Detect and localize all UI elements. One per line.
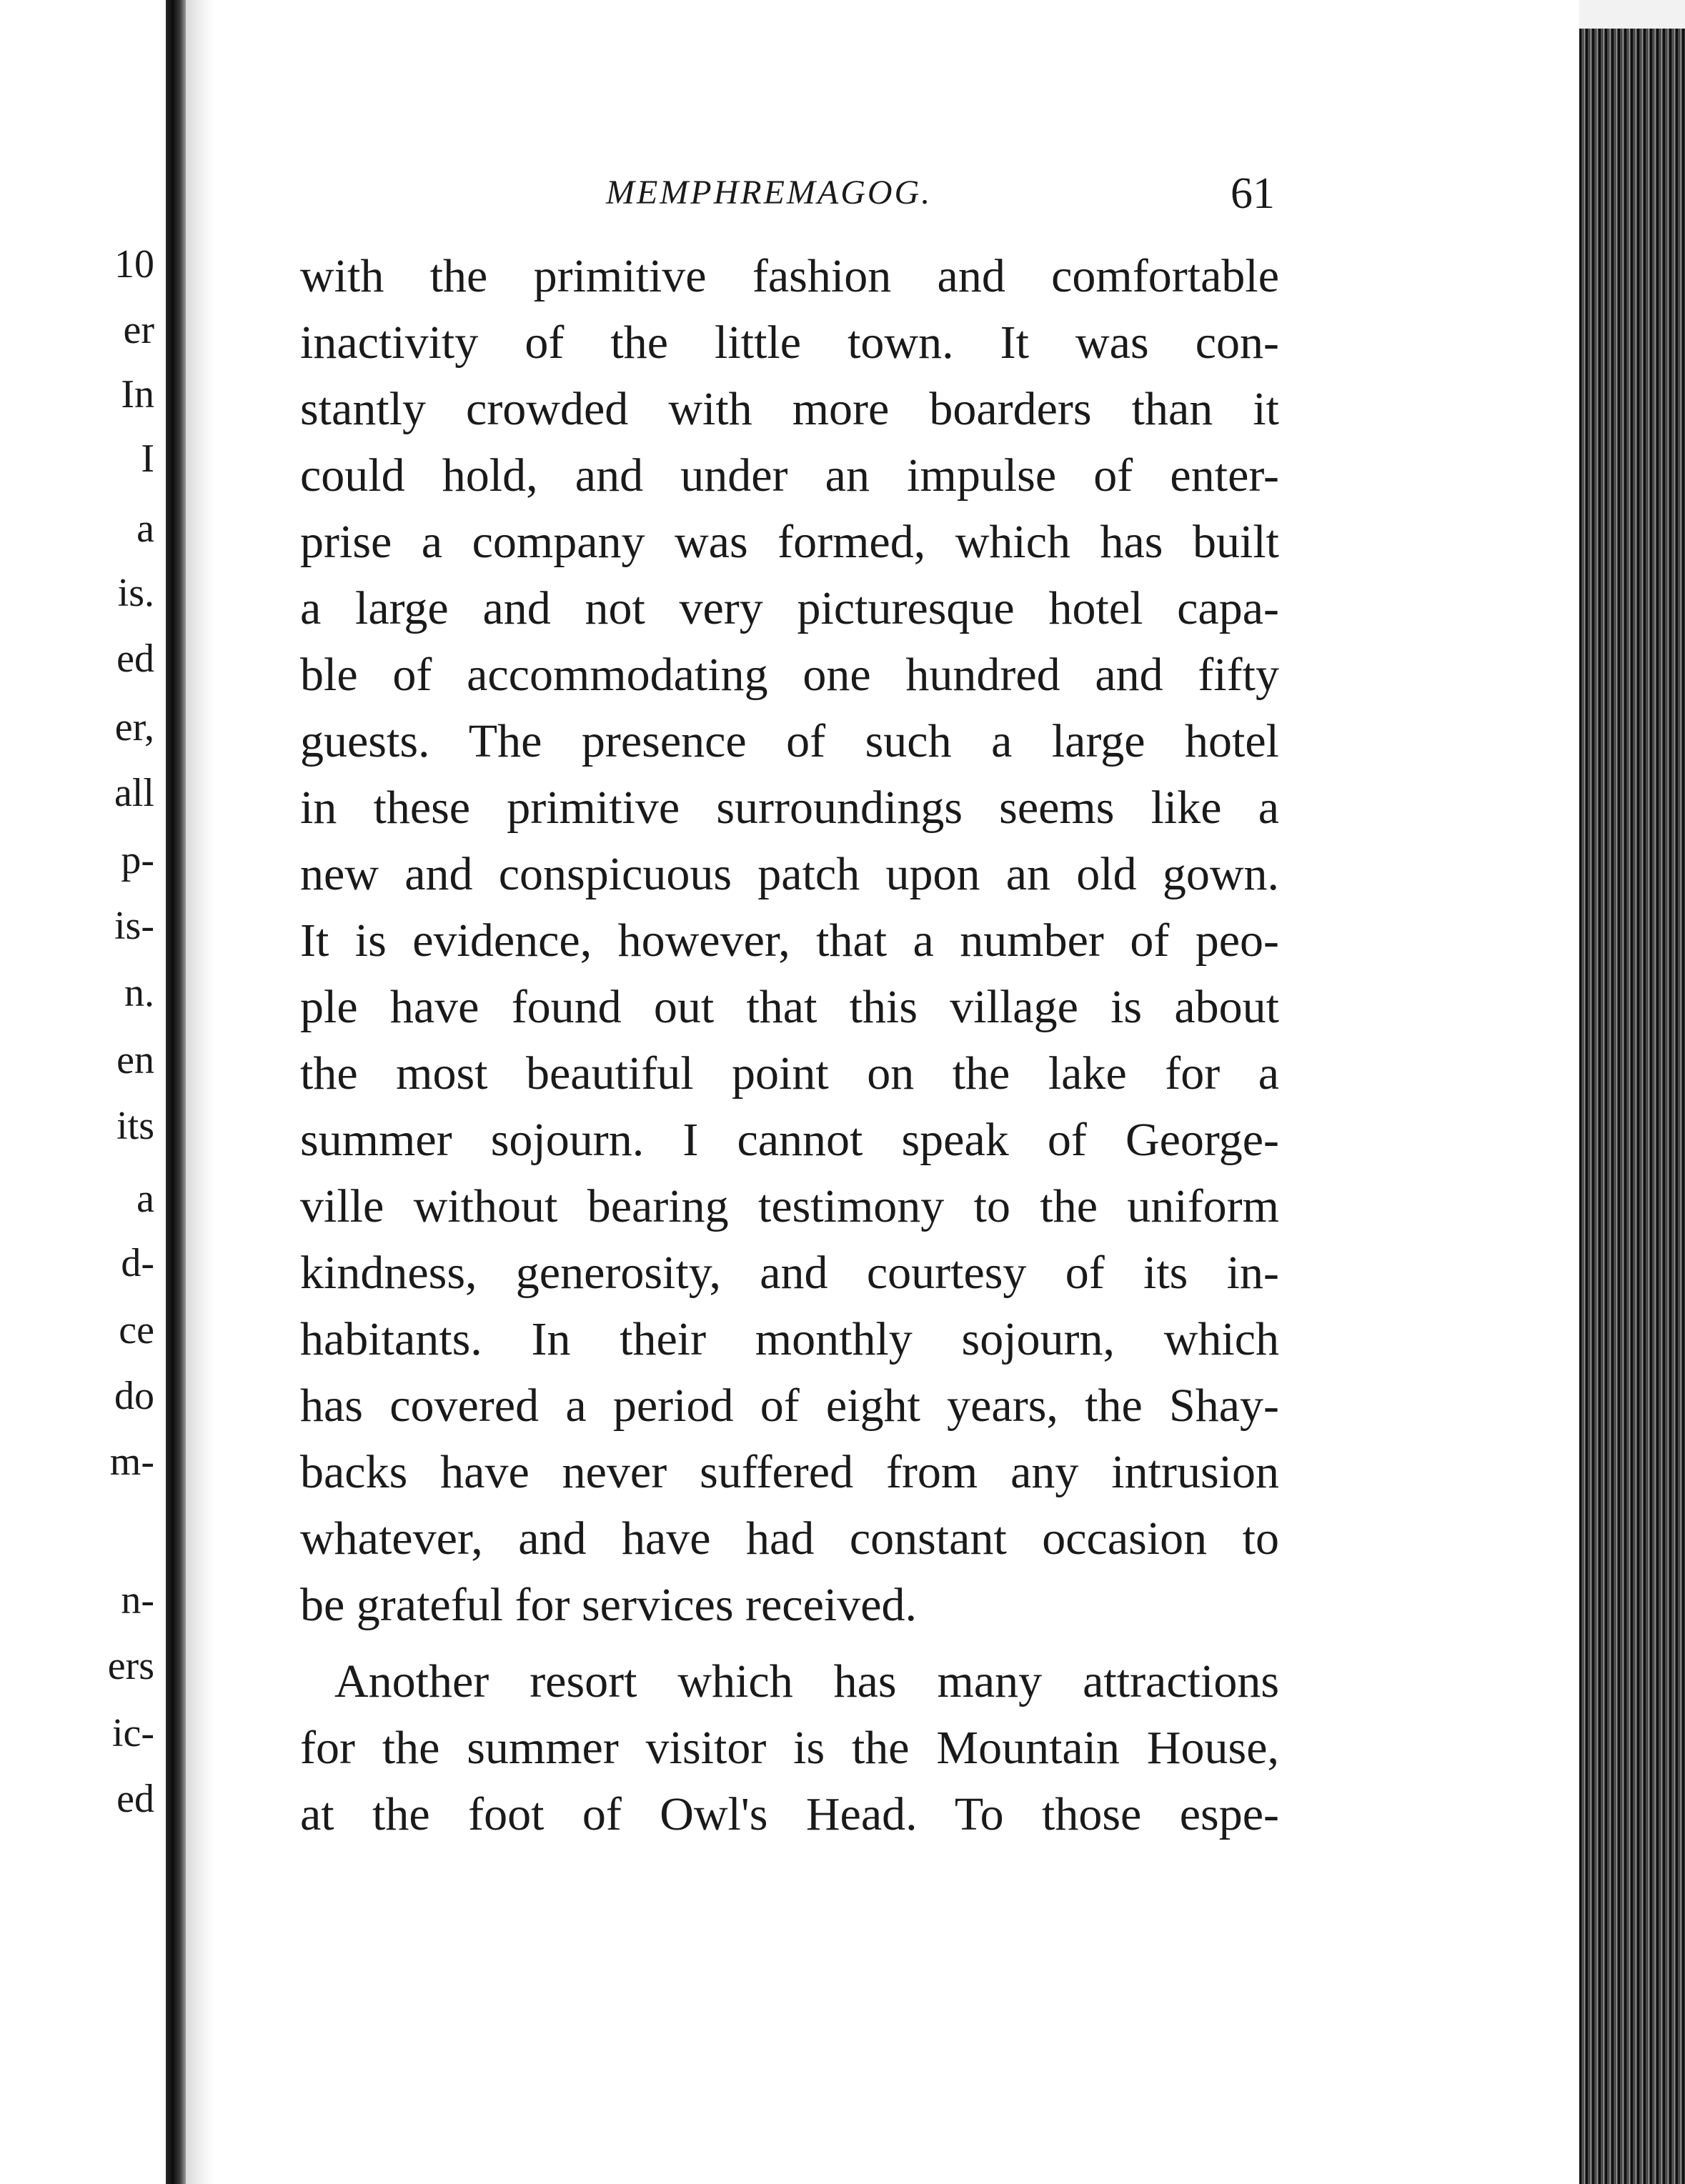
left-line-fragment: n. xyxy=(124,971,154,1015)
left-line-fragment: a xyxy=(136,1177,154,1221)
left-line-fragment: er xyxy=(123,308,154,352)
text-line: ple have found out that this village is about xyxy=(300,981,1279,1033)
text-line: a large and not very picturesque hotel capa- xyxy=(300,582,1279,634)
text-line: summer sojourn. I cannot speak of George- xyxy=(300,1114,1279,1166)
text-line: backs have never suffered from any intrusion xyxy=(300,1446,1279,1498)
left-line-fragment: all xyxy=(114,771,154,815)
text-line: could hold, and under an impulse of enter- xyxy=(300,449,1279,502)
left-line-fragment: is- xyxy=(114,904,154,948)
left-line-fragment: is. xyxy=(117,571,154,615)
text-line: at the foot of Owl's Head. To those espe- xyxy=(300,1788,1279,1840)
left-line-fragment: its xyxy=(116,1104,154,1148)
left-line-fragment: I xyxy=(141,437,154,481)
text-line: Another resort which has many attractions xyxy=(334,1655,1279,1707)
body-text xyxy=(300,243,1279,1848)
left-line-fragment: p- xyxy=(121,838,154,882)
paragraph xyxy=(300,243,1279,1638)
page-number: 61 xyxy=(1231,169,1275,218)
left-line-fragment: er, xyxy=(114,705,154,749)
left-line-fragment: ed xyxy=(116,637,154,681)
text-line: ble of accommodating one hundred and fifty xyxy=(300,649,1279,701)
text-line: for the summer visitor is the Mountain House, xyxy=(300,1722,1279,1774)
left-line-fragment: en xyxy=(116,1038,154,1082)
gutter-shadow xyxy=(186,0,214,2184)
left-line-fragment: ic- xyxy=(111,1711,154,1755)
text-line: inactivity of the little town. It was con- xyxy=(300,316,1279,369)
paragraph-gap xyxy=(300,1638,1279,1648)
left-line-fragment: ers xyxy=(107,1644,154,1688)
left-line-fragment: m- xyxy=(109,1440,154,1484)
left-line-fragment: In xyxy=(121,372,154,417)
text-line: habitants. In their monthly sojourn, which xyxy=(300,1313,1279,1365)
running-head: MEMPHREMAGOG. xyxy=(606,174,933,211)
page-edges-top xyxy=(1579,0,1685,29)
text-line: with the primitive fashion and comfortable xyxy=(300,250,1279,302)
text-line: the most beautiful point on the lake for a xyxy=(300,1047,1279,1100)
text-line: be grateful for services received. xyxy=(300,1579,918,1631)
left-line-fragment: d- xyxy=(121,1241,154,1285)
text-line: stantly crowded with more boarders than it xyxy=(300,383,1279,435)
text-line: in these primitive surroundings seems like a xyxy=(300,782,1279,834)
left-facing-page xyxy=(0,0,164,2184)
left-line-fragment: a xyxy=(136,507,154,551)
text-line: kindness, generosity, and courtesy of its in- xyxy=(300,1247,1279,1299)
text-line: whatever, and have had constant occasion to xyxy=(300,1512,1279,1565)
left-line-fragment: ce xyxy=(119,1308,154,1352)
left-line-fragment: do xyxy=(114,1374,154,1418)
left-line-fragment: 10 xyxy=(114,242,154,286)
text-line: has covered a period of eight years, the Shay- xyxy=(300,1380,1279,1432)
text-line: prise a company was formed, which has built xyxy=(300,516,1279,568)
text-line: new and conspicuous patch upon an old gown. xyxy=(300,848,1279,900)
book-gutter xyxy=(166,0,186,2184)
text-line: ville without bearing testimony to the uniform xyxy=(300,1180,1279,1232)
text-line: It is evidence, however, that a number of peo- xyxy=(300,914,1279,967)
text-line: guests. The presence of such a large hotel xyxy=(300,715,1279,767)
left-line-fragment: ed xyxy=(116,1777,154,1821)
left-line-fragment: n- xyxy=(121,1578,154,1622)
page-edges-stack xyxy=(1579,0,1685,2184)
paragraph xyxy=(300,1648,1279,1848)
